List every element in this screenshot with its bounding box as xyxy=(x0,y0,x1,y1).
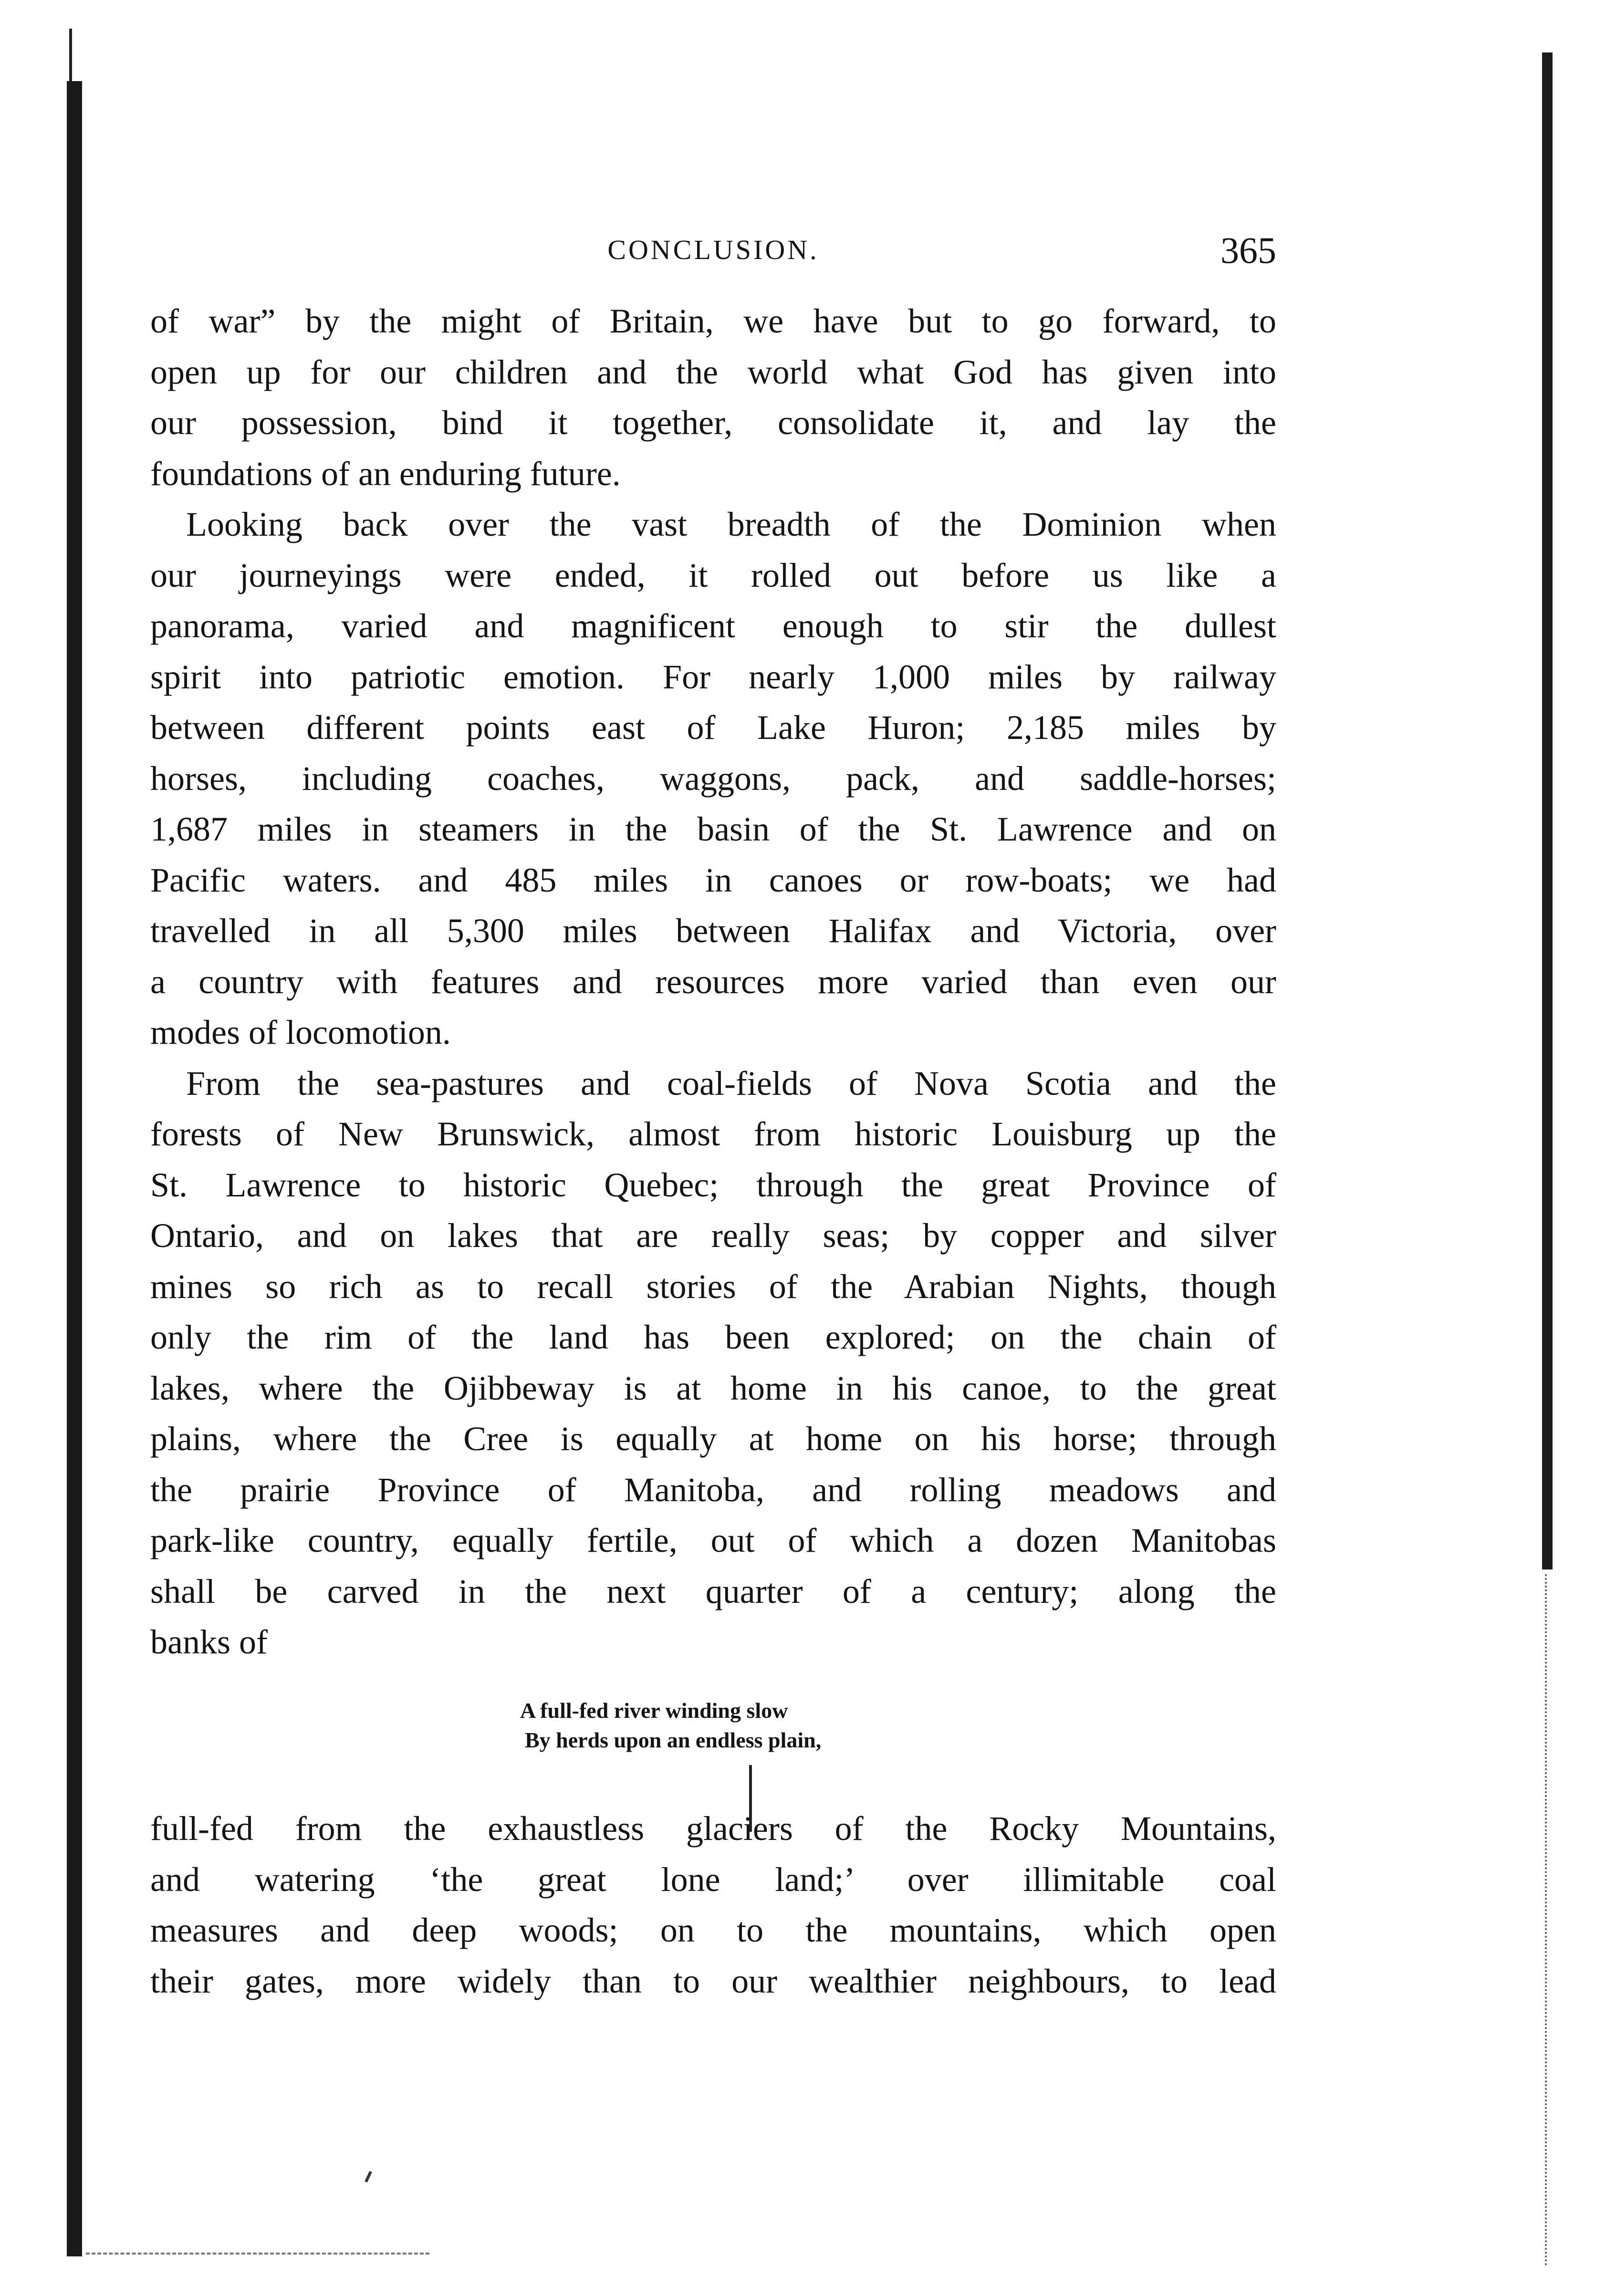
text-line: forests of New Brunswick, almost from historic Louisburg up the xyxy=(150,1115,1276,1153)
body-text xyxy=(150,296,1276,1668)
text-line: a country with features and resources more varied than even our xyxy=(150,962,1276,1001)
text-line: our possession, bind it together, consolidate it, and lay the xyxy=(150,404,1276,442)
text-line: park-like country, equally fertile, out of which a dozen Manitobas xyxy=(150,1521,1276,1559)
text-line: lakes, where the Ojibbeway is at home in his canoe, to the great xyxy=(150,1369,1276,1407)
text-line: Ontario, and on lakes that are really seas; by copper and silver xyxy=(150,1216,1276,1255)
text-line: open up for our children and the world what God has given into xyxy=(150,353,1276,391)
running-head xyxy=(150,229,1276,271)
body-text-continued xyxy=(150,1803,1276,2006)
text-line: our journeyings were ended, it rolled out before us like a xyxy=(150,556,1276,594)
text-line: panorama, varied and magnificent enough to stir the dullest xyxy=(150,607,1276,645)
text-line: full-fed from the exhaustless glaciers of the Rocky Mountains, xyxy=(150,1809,1276,1848)
text-line: and watering ‘the great lone land;’ over illimitable coal xyxy=(150,1860,1276,1899)
text-line: between different points east of Lake Huron; 2,185 miles by xyxy=(150,708,1276,747)
text-line: St. Lawrence to historic Quebec; through the great Province of xyxy=(150,1165,1276,1204)
paragraph-start: Looking back over the vast breadth of the Dominion when xyxy=(186,505,1276,543)
text-line: shall be carved in the next quarter of a century; along the xyxy=(150,1572,1276,1610)
text-line: their gates, more widely than to our wealthier neighbours, to lead xyxy=(150,1962,1276,2000)
paragraph-start: From the sea-pastures and coal-fields of Nova Scotia and the xyxy=(186,1064,1276,1102)
scan-binding-shadow-left xyxy=(67,81,82,2256)
text-line: foundations of an enduring future. xyxy=(150,454,621,493)
scan-edge-shadow-right xyxy=(1542,52,1553,1569)
verse-line: By herds upon an endless plain, xyxy=(525,1728,822,1752)
text-line: only the rim of the land has been explored; on the chain of xyxy=(150,1318,1276,1356)
text-line: 1,687 miles in steamers in the basin of the St. Lawrence and on xyxy=(150,810,1276,848)
scan-edge-speckle-right xyxy=(1545,1574,1550,2266)
text-line: of war” by the might of Britain, we have but to go forward, to xyxy=(150,302,1276,340)
text-line: modes of locomotion. xyxy=(150,1013,451,1051)
text-line: measures and deep woods; on to the mountains, which open xyxy=(150,1911,1276,1949)
text-line: horses, including coaches, waggons, pack, and saddle-horses; xyxy=(150,759,1276,798)
running-title: CONCLUSION. xyxy=(607,234,819,265)
page-number: 365 xyxy=(1220,229,1276,271)
text-line: plains, where the Cree is equally at home on his horse; through xyxy=(150,1420,1276,1458)
text-line: banks of xyxy=(150,1623,268,1661)
pen-mark xyxy=(365,2171,372,2182)
scan-edge-dash-bottom xyxy=(86,2253,429,2254)
text-line: the prairie Province of Manitoba, and rolling meadows and xyxy=(150,1470,1276,1509)
text-line: mines so rich as to recall stories of the Arabian Nights, though xyxy=(150,1267,1276,1306)
text-line: travelled in all 5,300 miles between Halifax and Victoria, over xyxy=(150,912,1276,950)
scan-edge-mark xyxy=(69,29,72,81)
verse-line: A full-fed river winding slow xyxy=(520,1698,788,1723)
text-line: Pacific waters. and 485 miles in canoes or row-boats; we had xyxy=(150,861,1276,899)
text-line: spirit into patriotic emotion. For nearly 1,000 miles by railway xyxy=(150,657,1276,696)
verse-quote xyxy=(520,1696,1188,1755)
